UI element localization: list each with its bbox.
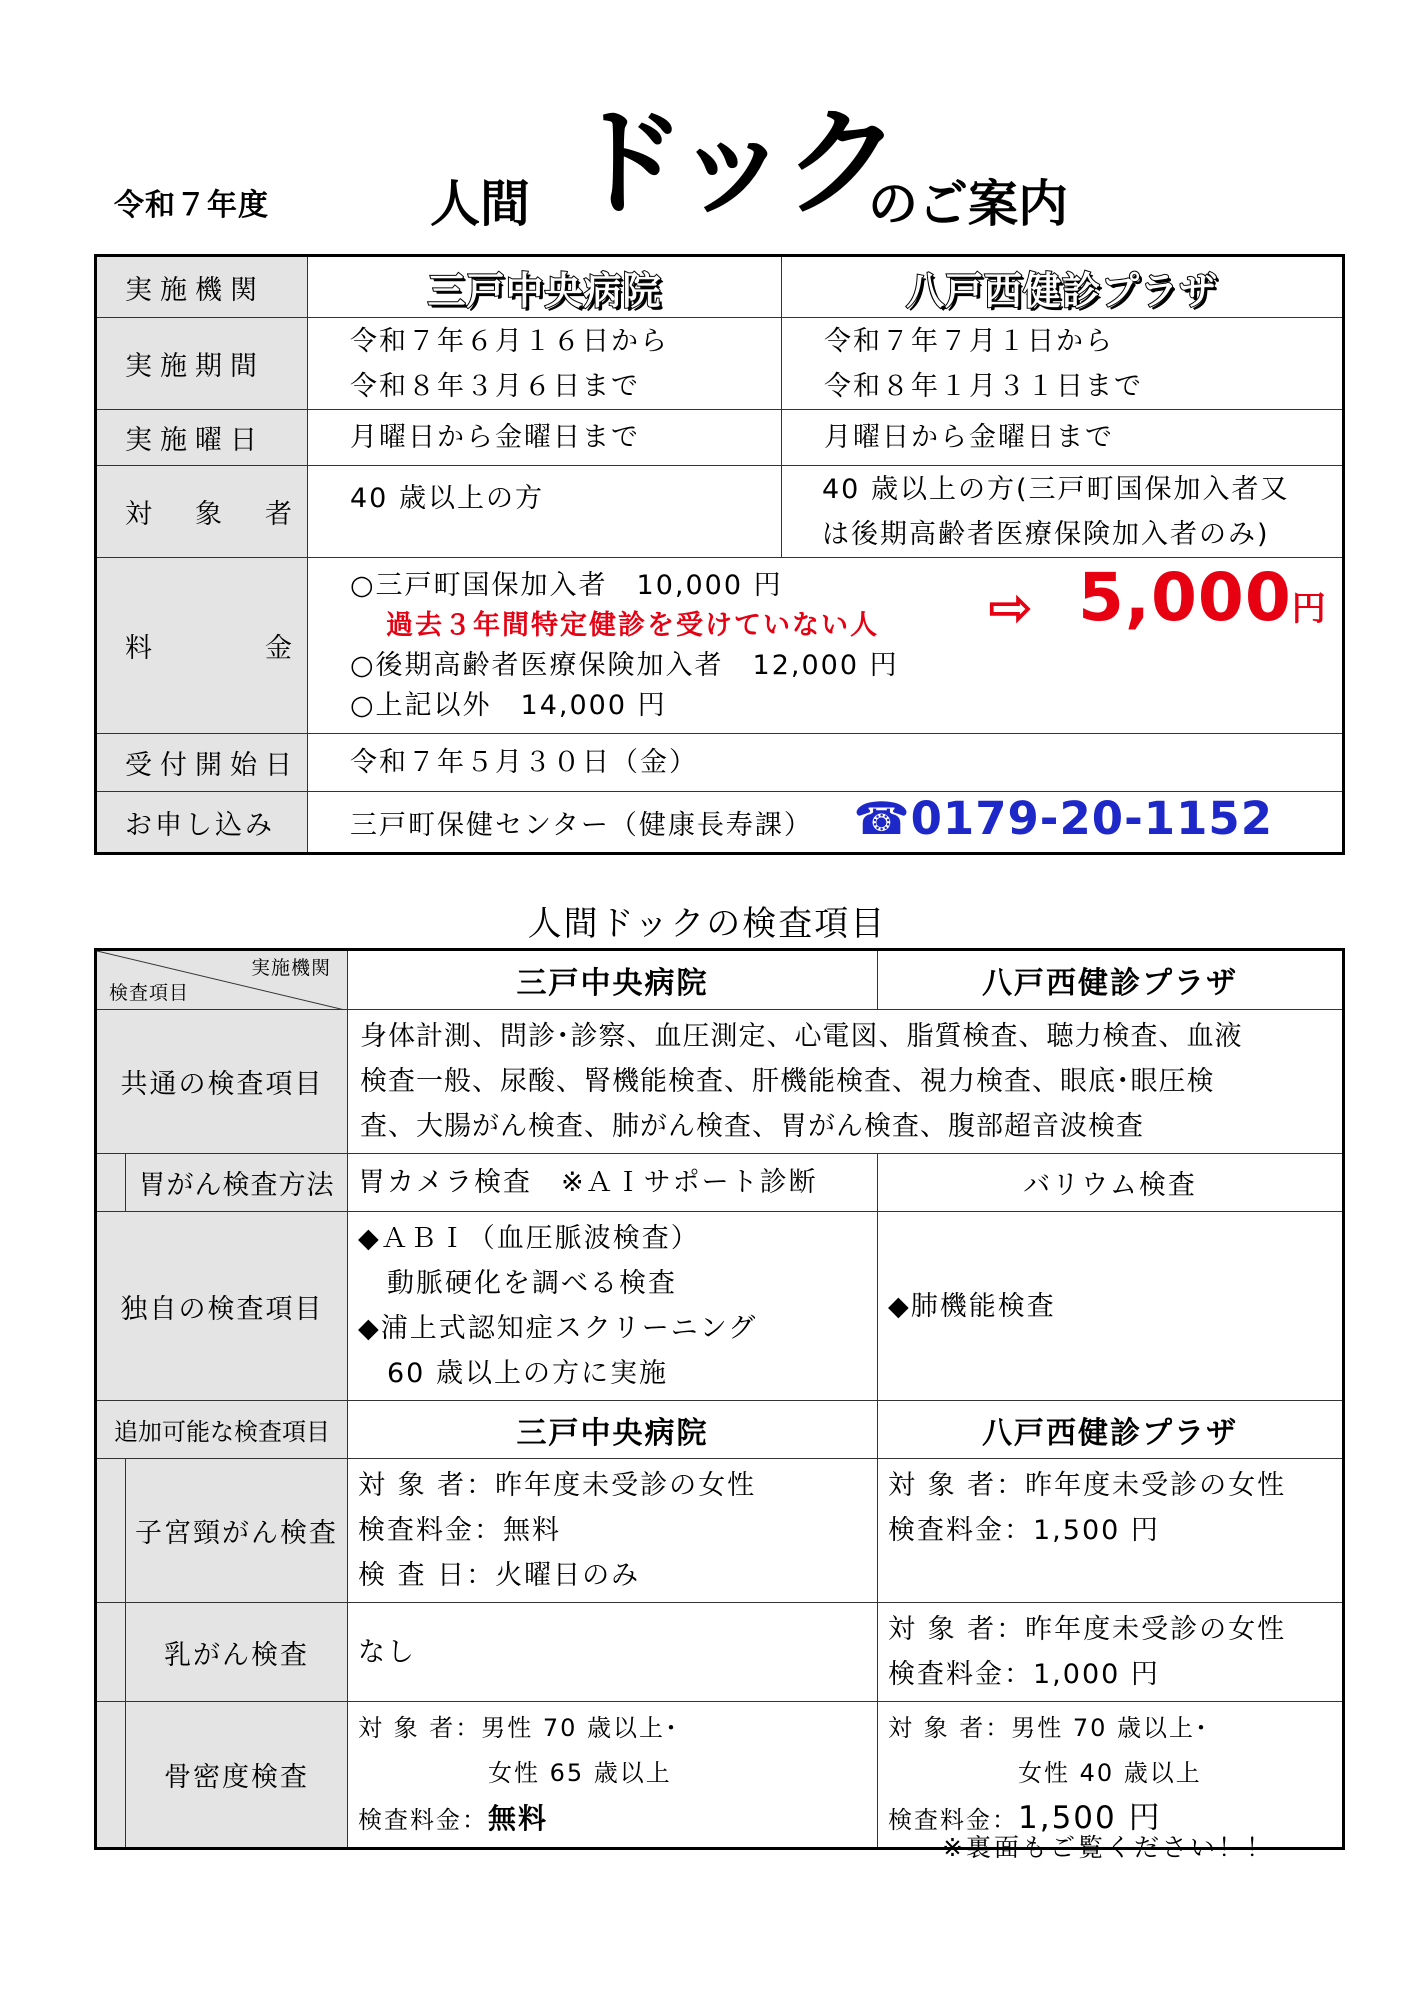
items-header-row <box>96 950 1344 1010</box>
row-target <box>96 466 1344 558</box>
row-breast <box>96 1603 1344 1702</box>
special-price-value: 5,000 <box>1078 559 1292 636</box>
footer-note: ※裏面もご覧ください！！ <box>942 1833 1274 1862</box>
items-table <box>94 948 1345 1850</box>
stomach-a: 胃カメラ検査 ※ＡＩサポート診断 <box>348 1154 878 1212</box>
row-additional-header <box>96 1401 1344 1459</box>
breast-b <box>878 1603 1344 1702</box>
bone-b-fee-label: 検査料金： <box>888 1806 1018 1834</box>
hospital-a-title: 三戸中央病院 <box>308 256 782 318</box>
page-title: ドック <box>568 94 894 232</box>
apply-cell <box>308 792 1344 854</box>
title-prefix: 人間 <box>430 175 530 233</box>
period-a-to: 令和８年３月６日まで <box>350 370 640 402</box>
bone-a-fee-value: 無料 <box>488 1802 549 1835</box>
label-bone: 骨密度検査 <box>126 1702 348 1849</box>
label-additional: 追加可能な検査項目 <box>96 1401 348 1459</box>
bone-b-fee-value: 1,500 円 <box>1018 1800 1162 1836</box>
cervical-a-line1: 対 象 者：昨年度未受診の女性 <box>358 1470 757 1501</box>
cervical-a <box>348 1459 878 1603</box>
items-hospital-a: 三戸中央病院 <box>348 950 878 1010</box>
start-date: 令和７年５月３０日（金） <box>308 734 1344 792</box>
fee-line3: ○上記以外 14,000 円 <box>350 689 667 721</box>
label-cervical: 子宮頸がん検査 <box>126 1459 348 1603</box>
phone-number: ☎0179-20-1152 <box>853 792 1274 845</box>
bone-a-fee-label: 検査料金： <box>358 1806 488 1834</box>
row-cervical <box>96 1459 1344 1603</box>
period-b <box>782 318 1344 410</box>
indent-breast <box>96 1603 126 1702</box>
period-b-from: 令和７年７月１日から <box>824 325 1114 357</box>
info-table <box>94 254 1345 855</box>
row-stomach <box>96 1154 1344 1212</box>
breast-b-line2: 検査料金：1,000 円 <box>888 1659 1160 1690</box>
special-price <box>1078 559 1327 636</box>
row-bone <box>96 1702 1344 1849</box>
special-price-yen: 円 <box>1291 589 1327 629</box>
label-stomach: 胃がん検査方法 <box>126 1154 348 1212</box>
common-line1: 身体計測、問診･診察、血圧測定、心電図、脂質検査、聴力検査、血液 <box>360 1021 1243 1052</box>
label-common: 共通の検査項目 <box>96 1010 348 1154</box>
common-line3: 査、大腸がん検査、肺がん検査、胃がん検査、腹部超音波検査 <box>360 1111 1144 1142</box>
label-unique: 独自の検査項目 <box>96 1212 348 1401</box>
label-period: 実施期間 <box>96 318 308 410</box>
additional-hospital-a: 三戸中央病院 <box>348 1401 878 1459</box>
indent-cervical <box>96 1459 126 1603</box>
row-days <box>96 410 1344 466</box>
breast-b-line1: 対 象 者：昨年度未受診の女性 <box>888 1614 1287 1645</box>
corner-diagonal <box>97 951 347 1009</box>
bone-a-line1: 対 象 者：男性 70 歳以上･ <box>358 1714 680 1742</box>
period-b-to: 令和８年１月３１日まで <box>824 370 1143 402</box>
fiscal-year: 令和７年度 <box>114 188 269 223</box>
indent-stomach <box>96 1154 126 1212</box>
bone-a-fee <box>358 1796 867 1843</box>
label-start: 受付開始日 <box>96 734 308 792</box>
stomach-b: バリウム検査 <box>878 1154 1344 1212</box>
cervical-b-line1: 対 象 者：昨年度未受診の女性 <box>888 1470 1287 1501</box>
days-a: 月曜日から金曜日まで <box>308 410 782 466</box>
fee-special-condition: 過去３年間特定健診を受けていない人 <box>386 609 879 641</box>
fee-line2: ○後期高齢者医療保険加入者 12,000 円 <box>350 649 899 681</box>
unique-a-line2: 動脈硬化を調べる検査 <box>358 1268 677 1299</box>
label-fee: 料 金 <box>96 558 308 734</box>
row-start <box>96 734 1344 792</box>
row-fee <box>96 558 1344 734</box>
common-line2: 検査一般、尿酸、腎機能検査、肝機能検査、視力検査、眼底･眼圧検 <box>360 1066 1215 1097</box>
fee-line1: ○三戸町国保加入者 10,000 円 <box>350 569 783 601</box>
items-hospital-b: 八戸西健診プラザ <box>878 950 1344 1010</box>
label-institutions: 実施機関 <box>96 256 308 318</box>
label-target: 対 象 者 <box>96 466 308 558</box>
days-b: 月曜日から金曜日まで <box>782 410 1344 466</box>
period-a <box>308 318 782 410</box>
title-suffix: のご案内 <box>868 175 1068 233</box>
corner-item-label: 検査項目 <box>109 982 190 1004</box>
cervical-b <box>878 1459 1344 1603</box>
row-common <box>96 1010 1344 1154</box>
cervical-a-line2: 検査料金：無料 <box>358 1515 561 1546</box>
bone-b-line1: 対 象 者：男性 70 歳以上･ <box>888 1714 1210 1742</box>
label-breast: 乳がん検査 <box>126 1603 348 1702</box>
label-days: 実施曜日 <box>96 410 308 466</box>
row-institutions <box>96 256 1344 318</box>
bone-b-line2: 女性 40 歳以上 <box>888 1759 1202 1787</box>
cervical-b-line2: 検査料金：1,500 円 <box>888 1515 1160 1546</box>
unique-a-line3: ◆浦上式認知症スクリーニング <box>358 1313 758 1344</box>
corner-institution-label: 実施機関 <box>250 957 331 979</box>
indent-bone <box>96 1702 126 1849</box>
target-a: 40 歳以上の方 <box>308 466 782 558</box>
target-b <box>782 466 1344 558</box>
common-items <box>348 1010 1344 1154</box>
label-apply: お申し込み <box>96 792 308 854</box>
bone-b <box>878 1702 1344 1849</box>
row-apply <box>96 792 1344 854</box>
unique-a-line1: ◆ＡＢＩ（血圧脈波検査） <box>358 1223 700 1254</box>
corner-cell <box>96 950 348 1010</box>
items-section-title: 人間ドックの検査項目 <box>527 904 887 944</box>
row-period <box>96 318 1344 410</box>
breast-a: なし <box>348 1603 878 1702</box>
bone-a <box>348 1702 878 1849</box>
hospital-b-title: 八戸西健診プラザ <box>782 256 1344 318</box>
fee-cell <box>308 558 1344 734</box>
additional-hospital-b: 八戸西健診プラザ <box>878 1401 1344 1459</box>
unique-a <box>348 1212 878 1401</box>
arrow-right-icon: ⇨ <box>988 576 1036 639</box>
target-b-line2: は後期高齢者医療保険加入者のみ) <box>822 518 1270 550</box>
cervical-a-line3: 検 査 日：火曜日のみ <box>358 1560 641 1591</box>
bone-a-line2: 女性 65 歳以上 <box>358 1759 672 1787</box>
period-a-from: 令和７年６月１６日から <box>350 325 669 357</box>
apply-office: 三戸町保健センター（健康長寿課） <box>350 810 813 841</box>
target-b-line1: 40 歳以上の方(三戸町国保加入者又 <box>822 473 1290 505</box>
unique-a-line4: 60 歳以上の方に実施 <box>358 1358 668 1389</box>
row-unique <box>96 1212 1344 1401</box>
unique-b: ◆肺機能検査 <box>878 1212 1344 1401</box>
